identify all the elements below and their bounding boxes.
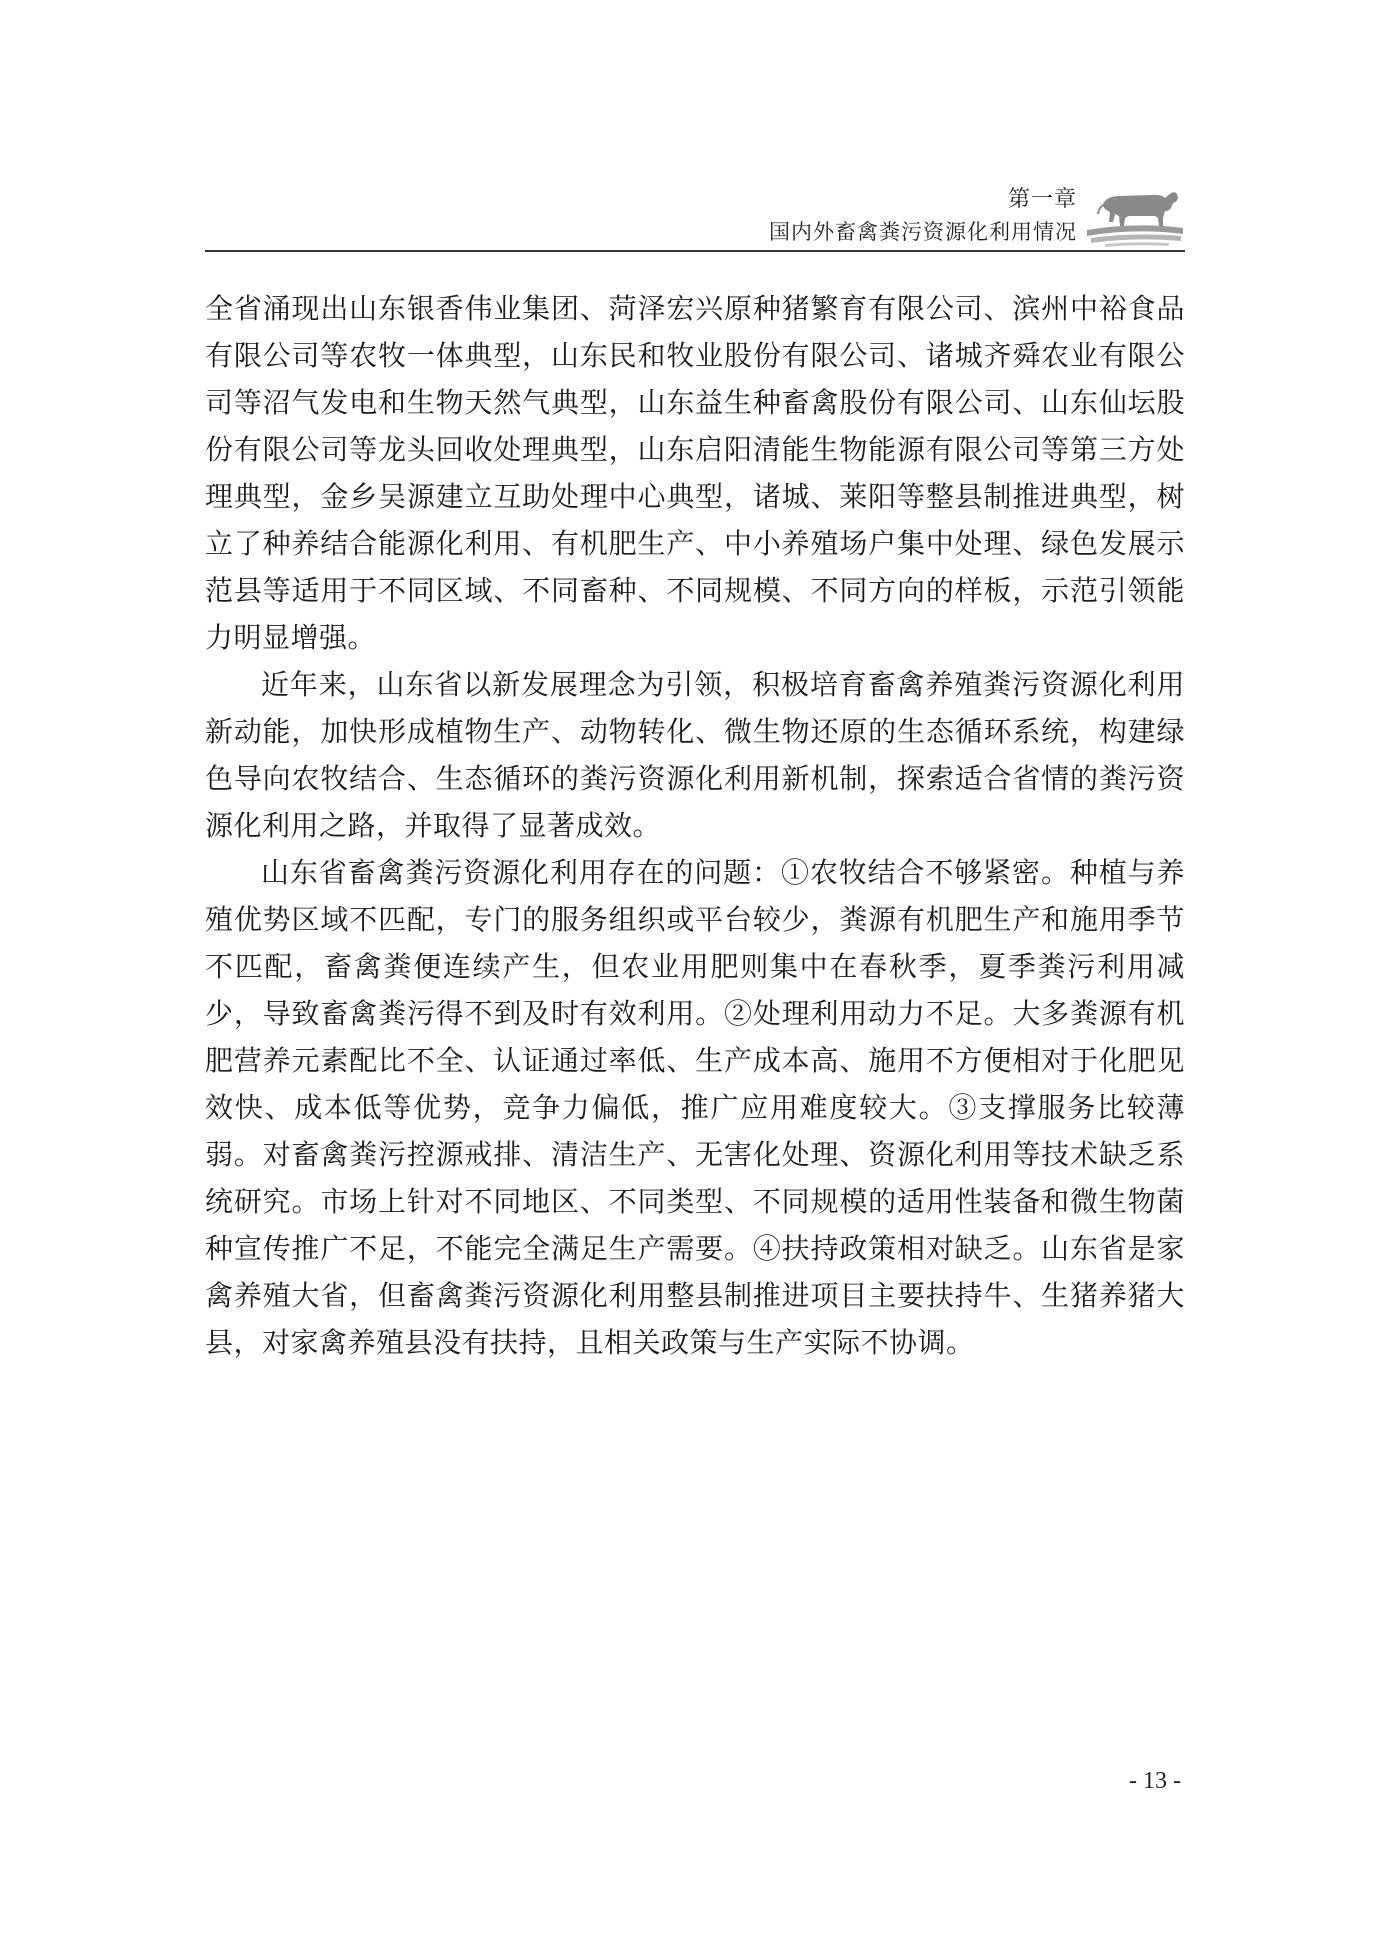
chapter-title: 国内外畜禽粪污资源化利用情况 [769, 220, 1077, 244]
body-text [205, 285, 1185, 1366]
paragraph: 山东省畜禽粪污资源化利用存在的问题：①农牧结合不够紧密。种植与养殖优势区域不匹配，专门的服务组织或平台较少，粪源有机肥生产和施用季节不匹配，畜禽粪便连续产生，但农业用肥则集中在春秋季，夏季粪污利用减少，导致畜禽粪污得不到及时有效利用。②处理利用动力不足。大多粪源有机肥营养元素配比不全、认证通过率低、生产成本高、施用不方便相对于化肥见效快、成本低等优势，竞争力偏低，推广应用难度较大。③支撑服务比较薄弱。对畜禽粪污控源戒排、清洁生产、无害化处理、资源化利用等技术缺乏系统研究。市场上针对不同地区、不同类型、不同规模的适用性装备和微生物菌种宣传推广不足，不能完全满足生产需要。④扶持政策相对缺乏。山东省是家禽养殖大省，但畜禽粪污资源化利用整县制推进项目主要扶持牛、生猪养猪大县，对家禽养殖县没有扶持，且相关政策与生产实际不协调。 [205, 856, 1185, 1359]
cow-on-field-icon [1085, 178, 1185, 248]
paragraph: 全省涌现出山东银香伟业集团、菏泽宏兴原种猪繁育有限公司、滨州中裕食品有限公司等农牧一体典型，山东民和牧业股份有限公司、诸城齐舜农业有限公司等沼气发电和生物天然气典型，山东益生种畜禽股份有限公司、山东仙坛股份有限公司等龙头回收处理典型，山东启阳清能生物能源有限公司等第三方处理典型，金乡吴源建立互助处理中心典型，诸城、莱阳等整县制推进典型，树立了种养结合能源化利用、有机肥生产、中小养殖场户集中处理、绿色发展示范县等适用于不同区域、不同畜种、不同规模、不同方向的样板，示范引领能力明显增强。 [205, 292, 1185, 654]
header-rule [205, 250, 1185, 252]
page-number: - 13 - [1129, 1768, 1181, 1794]
chapter-number: 第一章 [1007, 187, 1077, 212]
running-header [205, 178, 1185, 252]
paragraph: 近年来，山东省以新发展理念为引领，积极培育畜禽养殖粪污资源化利用新动能，加快形成植物生产、动物转化、微生物还原的生态循环系统，构建绿色导向农牧结合、生态循环的粪污资源化利用新机制，探索适合省情的粪污资源化利用之路，并取得了显著成效。 [205, 668, 1185, 842]
